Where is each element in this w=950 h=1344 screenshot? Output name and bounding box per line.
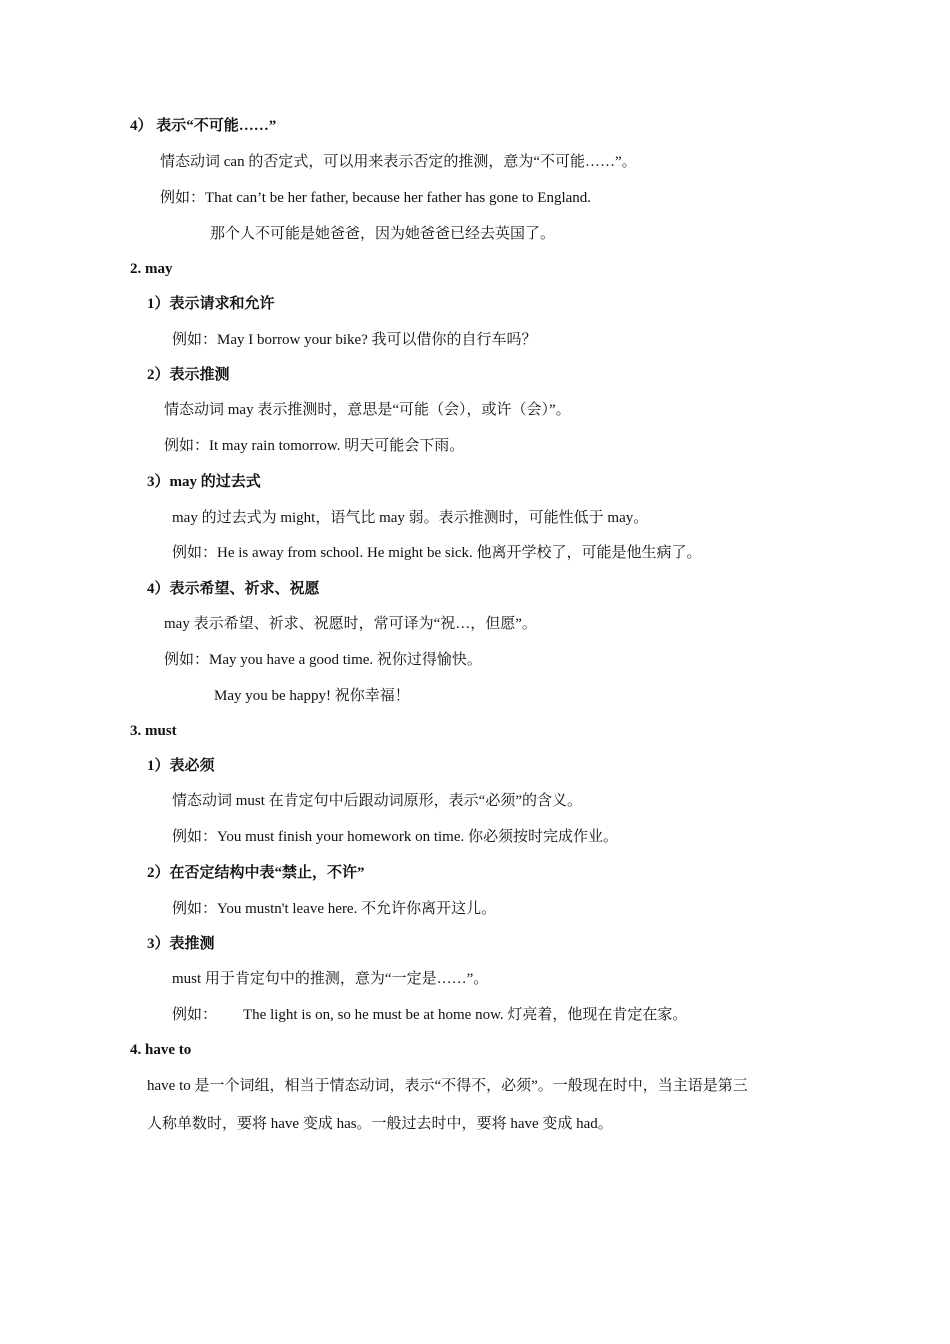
example-text: May I borrow your bike? 我可以借你的自行车吗？ — [217, 332, 537, 348]
must-heading-prohibition: 2）在否定结构中表“禁止，不许” — [147, 865, 365, 881]
cannot-example — [160, 188, 591, 208]
section-title-must: 3. must — [130, 723, 177, 739]
example-label: 例如： — [172, 829, 218, 845]
example-english: That can’t be her father, because her father has gone to England. — [205, 190, 592, 206]
must-necessity-description: 情态动词 must 在肯定句中后跟动词原形，表示“必须”的含义。 — [172, 793, 582, 809]
must-necessity-example — [172, 827, 618, 847]
may-heading-wish: 4）表示希望、祈求、祝愿 — [147, 581, 320, 597]
may-wish-example-2: May you be happy! 祝你幸福！ — [214, 688, 410, 704]
example-text: He is away from school. He might be sick. 他离开学校了，可能是他生病了。 — [217, 545, 702, 561]
may-heading-past: 3）may 的过去式 — [147, 474, 261, 490]
may-heading-request: 1）表示请求和允许 — [147, 296, 275, 312]
heading-cannot: 4） 表示“不可能……” — [130, 118, 277, 134]
example-label: 例如： — [164, 438, 210, 454]
example-text: May you have a good time. 祝你过得愉快。 — [209, 652, 482, 668]
example-text: You must finish your homework on time. 你必须按时完成作业。 — [217, 829, 618, 845]
may-request-example — [172, 330, 537, 350]
example-label: 例如： — [164, 652, 210, 668]
example-text: The light is on, so he must be at home now. 灯亮着，他现在肯定在家。 — [243, 1007, 688, 1023]
section-title-may: 2. may — [130, 261, 173, 277]
must-guess-description: must 用于肯定句中的推测，意为“一定是……”。 — [172, 971, 489, 987]
example-text: It may rain tomorrow. 明天可能会下雨。 — [209, 438, 465, 454]
may-wish-description: may 表示希望、祈求、祝愿时，常可译为“祝…，但愿”。 — [164, 616, 537, 632]
may-guess-example — [164, 436, 464, 456]
section-title-have-to: 4. have to — [130, 1042, 192, 1058]
must-prohibition-example — [172, 899, 496, 919]
cannot-description: 情态动词 can 的否定式，可以用来表示否定的推测，意为“不可能……”。 — [160, 154, 637, 170]
may-heading-guess: 2）表示推测 — [147, 367, 230, 383]
may-guess-description: 情态动词 may 表示推测时，意思是“可能（会），或许（会）”。 — [164, 402, 571, 418]
example-label: 例如： — [172, 545, 218, 561]
example-label: 例如： — [172, 1007, 218, 1023]
may-wish-example-1 — [164, 650, 482, 670]
have-to-description-line-2: 人称单数时，要将 have 变成 has。一般过去时中，要将 have 变成 had。 — [147, 1116, 613, 1132]
cannot-example-translation: 那个人不可能是她爸爸，因为她爸爸已经去英国了。 — [210, 226, 556, 242]
must-guess-example — [172, 1005, 687, 1025]
may-past-example — [172, 543, 702, 563]
example-label: 例如： — [160, 190, 206, 206]
example-label: 例如： — [172, 901, 218, 917]
example-text: You mustn't leave here. 不允许你离开这儿。 — [217, 901, 497, 917]
have-to-description-line-1: have to 是一个词组，相当于情态动词，表示“不得不，必须”。一般现在时中，当主语是第三 — [147, 1078, 748, 1094]
example-label: 例如： — [172, 332, 218, 348]
must-heading-necessity: 1）表必须 — [147, 758, 215, 774]
may-past-description: may 的过去式为 might，语气比 may 弱。表示推测时，可能性低于 may。 — [172, 510, 649, 526]
must-heading-guess: 3）表推测 — [147, 936, 215, 952]
